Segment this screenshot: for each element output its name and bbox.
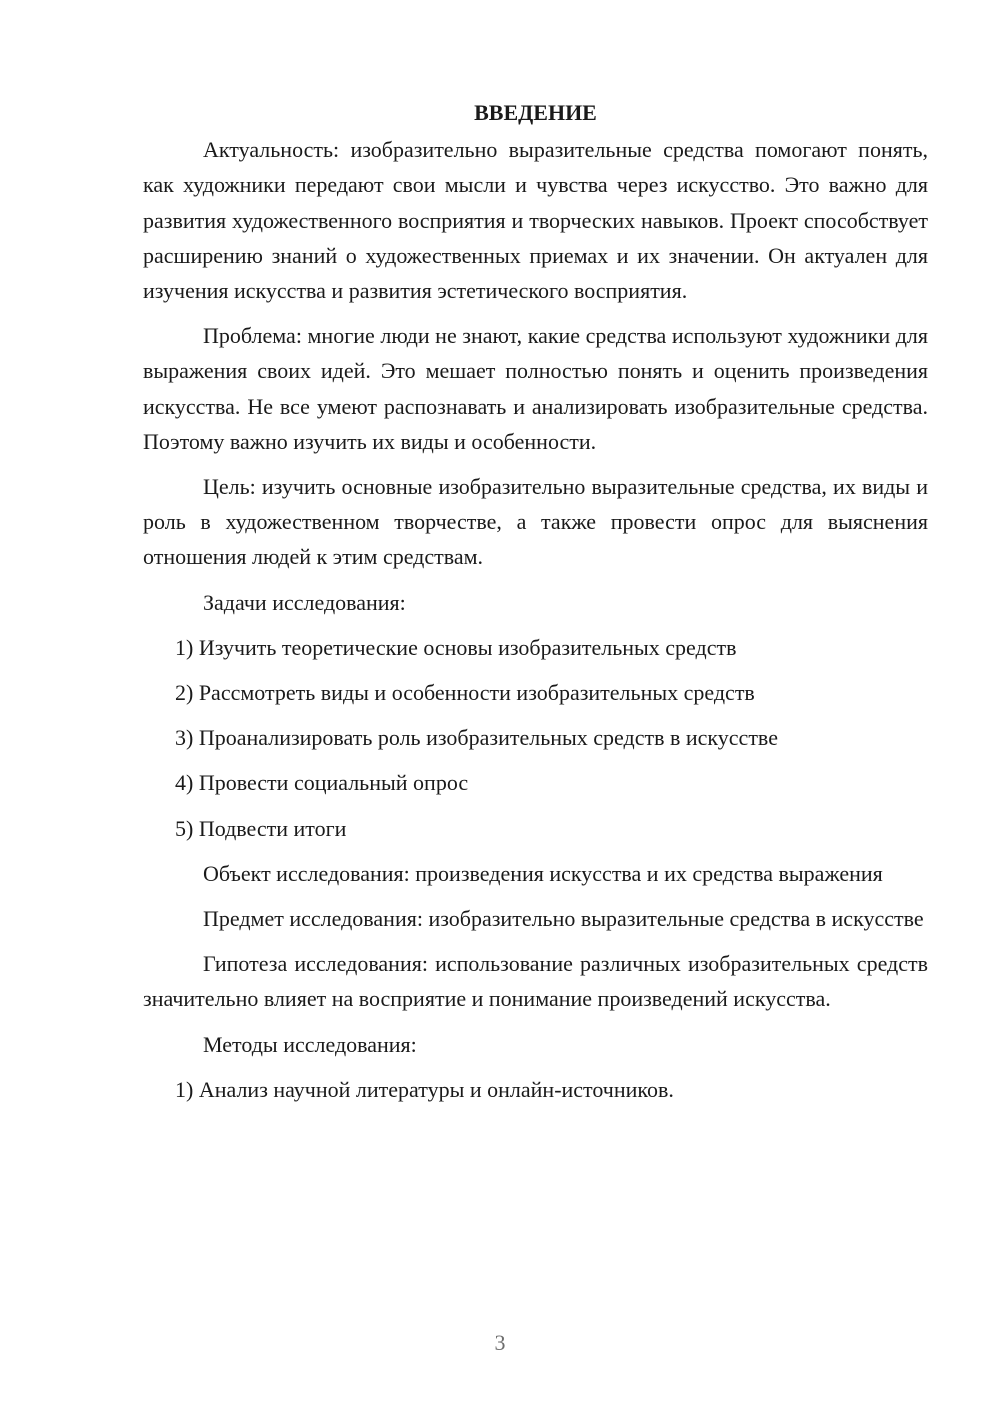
list-item: 1) Изучить теоретические основы изобразительных средств xyxy=(175,634,737,660)
list-item: 1) Анализ научной литературы и онлайн-источников. xyxy=(175,1076,674,1102)
problem-paragraph: Проблема: многие люди не знают, какие средства используют художники для выражения своих идей. Это мешает полностью понять и оценить произведения искусства. Не все умеют распознавать и анализировать изобразительные средства. Поэтому важно изучить их виды и особенности. xyxy=(143,323,928,454)
page-number: 3 xyxy=(494,1330,506,1355)
tasks-heading: Задачи исследования: xyxy=(203,589,406,615)
hypothesis-paragraph: Гипотеза исследования: использование различных изобразительных средств значительно влияет на восприятие и понимание произведений искусства. xyxy=(143,951,928,1012)
tasks-list xyxy=(143,630,928,846)
page-content xyxy=(143,95,928,1117)
list-item: 3) Проанализировать роль изобразительных средств в искусстве xyxy=(175,725,778,751)
relevance-paragraph: Актуальность: изобразительно выразительные средства помогают понять, как художники передают свои мысли и чувства через искусство. Это важно для развития художественного восприятия и творческих навыков. Проект способствует расширению знаний о художественных приемах и их значении. Он актуален для изучения искусства и развития эстетического восприятия. xyxy=(143,137,928,304)
methods-heading: Методы исследования: xyxy=(203,1031,417,1057)
list-item: 2) Рассмотреть виды и особенности изобразительных средств xyxy=(175,680,755,706)
list-item: 4) Провести социальный опрос xyxy=(175,770,469,796)
list-item: 5) Подвести итоги xyxy=(175,815,347,841)
methods-list xyxy=(143,1072,928,1107)
object-paragraph: Объект исследования: произведения искусства и их средства выражения xyxy=(203,860,883,886)
page-title: ВВЕДЕНИЕ xyxy=(474,100,597,125)
goal-paragraph: Цель: изучить основные изобразительно выразительные средства, их виды и роль в художественном творчестве, а также провести опрос для выяснения отношения людей к этим средствам. xyxy=(143,474,928,570)
subject-paragraph: Предмет исследования: изобразительно выразительные средства в искусстве xyxy=(203,906,924,932)
